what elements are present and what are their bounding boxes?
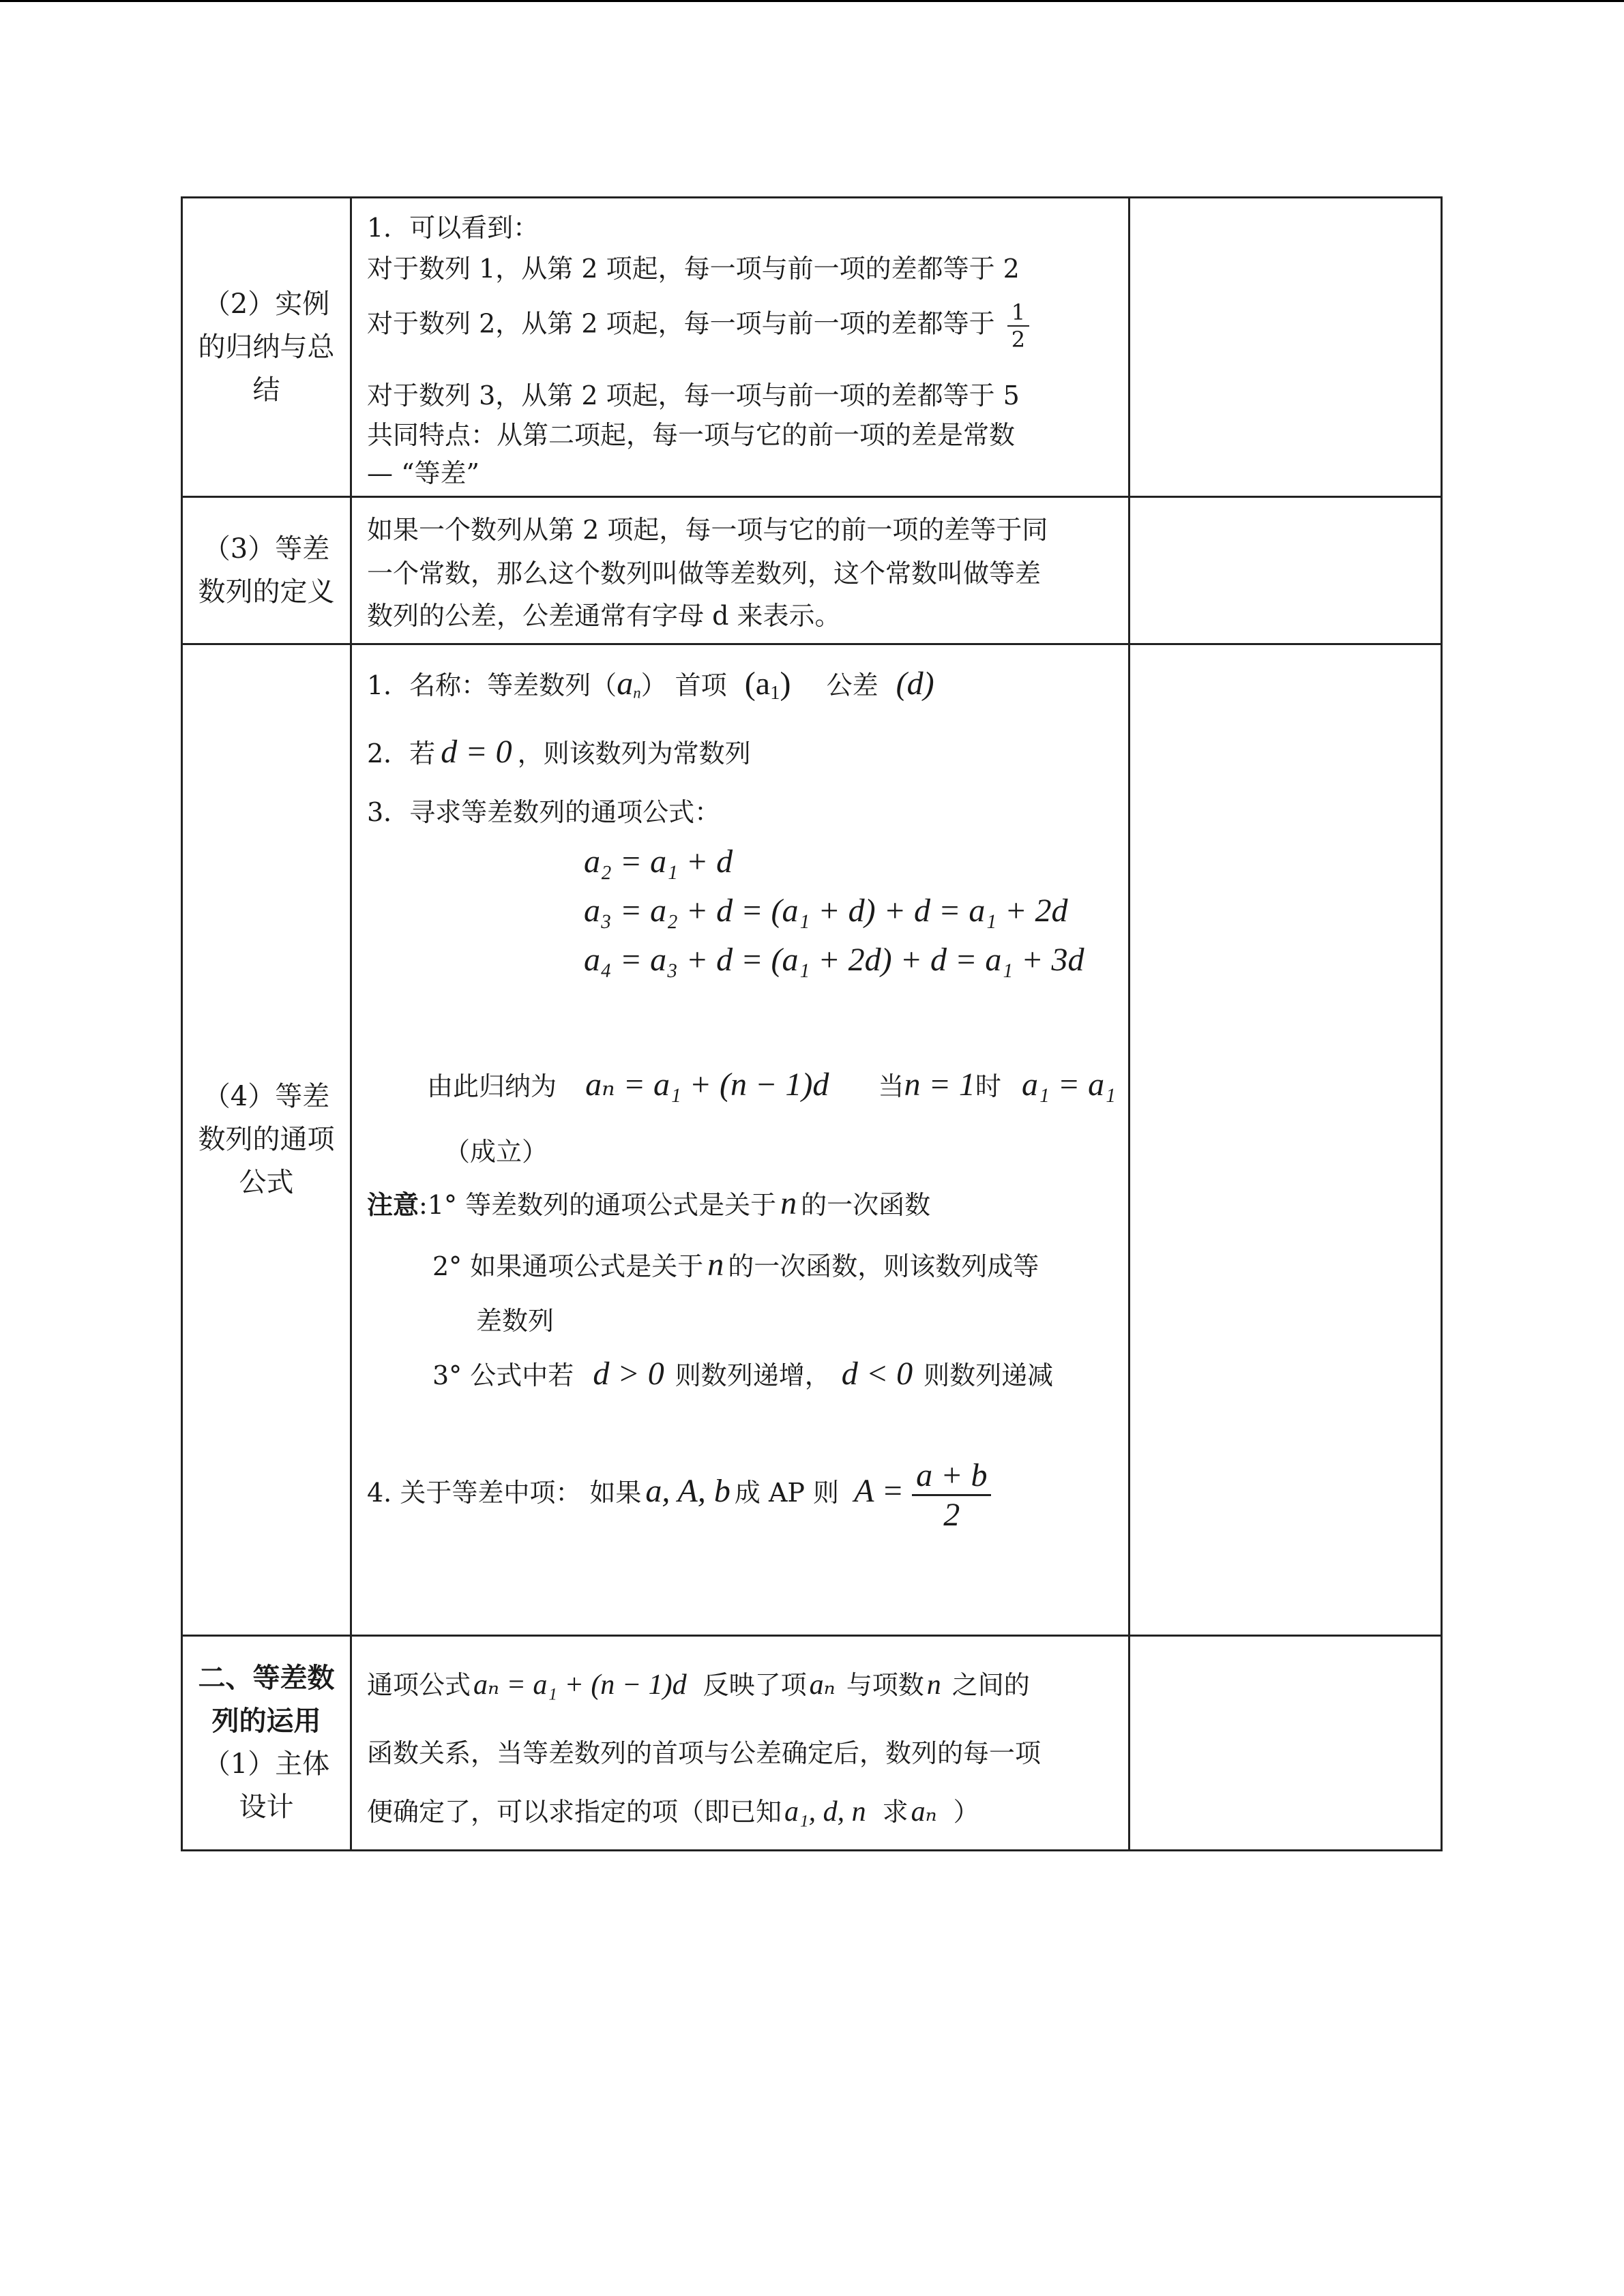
note-line [432, 1245, 1039, 1283]
text-line: 1．可以看到： [367, 213, 540, 243]
row-label-text: （4）等差数列的通项公式 [198, 1081, 335, 1198]
math-var: aₙ [911, 1796, 937, 1828]
text-line: 差数列 [476, 1306, 555, 1336]
text-span: 由此归纳为 [427, 1071, 557, 1101]
text-span: 则数列递减 [924, 1360, 1054, 1390]
text-span: 便确定了，可以求指定的项（即已知 [367, 1797, 782, 1827]
text-span: 之间的 [951, 1670, 1030, 1700]
text-span: 当 [878, 1071, 904, 1101]
text-line [367, 732, 751, 771]
text-line: 3．寻求等差数列的通项公式： [367, 797, 721, 827]
math-var: n [707, 1247, 724, 1283]
text-span: 则数列递增， [675, 1360, 831, 1390]
math-expr: d = 0 [441, 734, 512, 770]
text-span: 与项数 [846, 1670, 924, 1700]
math-var: n [780, 1185, 797, 1221]
math-expr: ) [780, 666, 791, 702]
text-span: 3° 公式中若 [432, 1360, 574, 1390]
text-line: 函数关系，当等差数列的首项与公差确定后，数列的每一项 [367, 1738, 1042, 1768]
text-span: 求 [882, 1797, 909, 1827]
text-span: 的一次函数，则该数列成等 [728, 1251, 1039, 1281]
text-span: 1．名称：等差数列（ [367, 670, 617, 700]
table-row [182, 497, 1442, 644]
math-expr: a, A, b [645, 1473, 730, 1509]
row-label-text [183, 1657, 350, 1829]
text-span: 通项公式 [367, 1670, 471, 1700]
text-line: — “等差” [367, 458, 479, 488]
fraction-numerator: 1 [1007, 299, 1029, 327]
row-content [351, 1636, 1130, 1851]
text-line [367, 299, 1029, 353]
math-var: a [617, 666, 634, 702]
text-span: 公差 [826, 670, 879, 700]
text-line: 如果一个数列从第 2 项起，每一项与它的前一项的差等于同 [367, 515, 1048, 545]
math-sub: 1 [770, 682, 780, 704]
math-sub: n [633, 684, 641, 702]
notes-cell [1130, 1636, 1442, 1851]
math-expr: A = [854, 1473, 904, 1509]
text-span: 时 [975, 1071, 1001, 1101]
text-span: 反映了项 [703, 1670, 807, 1700]
fraction-numerator: a + b [912, 1457, 991, 1496]
row-label [182, 644, 351, 1636]
section-heading: 二、等差数列的运用 [198, 1663, 335, 1737]
text-span: 的一次函数 [801, 1190, 931, 1220]
lesson-plan-table [181, 196, 1443, 1851]
text-span: ） 首项 [640, 670, 727, 700]
row-content [351, 644, 1130, 1636]
first-term [745, 666, 791, 702]
math-var: n [926, 1669, 941, 1701]
middle-term-line [367, 1457, 991, 1534]
text-span: :1° 等差数列的通项公式是关于 [419, 1190, 777, 1220]
text-span: 对于数列 2，从第 2 项起，每一项与前一项的差都等于 [367, 308, 995, 339]
row-label [182, 198, 351, 497]
math-expr: d < 0 [841, 1356, 913, 1392]
math-expr: (a [744, 666, 771, 702]
text-line: （成立） [444, 1137, 548, 1167]
row-content [351, 198, 1130, 497]
text-line: 一个常数，那么这个数列叫做等差数列，这个常数叫做等差 [367, 558, 1042, 588]
row-label [182, 497, 351, 644]
text-span: 成 AP 则 [734, 1478, 840, 1508]
text-line: 对于数列 3，从第 2 项起，每一项与前一项的差都等于 5 [367, 381, 1020, 411]
math-expr: d > 0 [593, 1356, 664, 1392]
text-line: 对于数列 1，从第 2 项起，每一项与前一项的差都等于 2 [367, 254, 1020, 284]
induction-line [427, 1065, 1116, 1103]
math-expr: (d) [896, 666, 934, 702]
math-expr: a₁ = a₁ [1022, 1067, 1116, 1103]
note-label: 注意 [367, 1190, 419, 1220]
notes-cell [1130, 198, 1442, 497]
text-line: 共同特点：从第二项起，每一项与它的前一项的差是常数 [367, 420, 1016, 450]
text-span: 2° 如果通项公式是关于 [432, 1251, 704, 1281]
equation: a₂ = a₁ + d [584, 844, 733, 880]
math-expr: aₙ = a₁ + (n − 1)d [473, 1669, 687, 1701]
row-content [351, 497, 1130, 644]
equation: a₃ = a₂ + d = (a₁ + d) + d = a₁ + 2d [584, 893, 1068, 929]
text-span: （1）主体设计 [203, 1748, 330, 1823]
fraction-a-plus-b-over-2 [912, 1457, 991, 1534]
math-expr: a₁, d, n [784, 1796, 866, 1828]
row-label-text: （2）实例的归纳与总结 [198, 288, 335, 406]
note-line [367, 1184, 930, 1222]
text-span: ） [953, 1797, 979, 1827]
fraction-denominator: 2 [943, 1497, 960, 1533]
notes-cell [1130, 497, 1442, 644]
math-expr: aₙ = a₁ + (n − 1)d [585, 1067, 829, 1103]
table-row [182, 198, 1442, 497]
text-span: 2．若 [367, 739, 436, 769]
math-expr: n = 1 [904, 1067, 975, 1103]
row-label [182, 1636, 351, 1851]
fraction-denominator: 2 [1011, 327, 1026, 353]
math-var: aₙ [809, 1669, 836, 1701]
table-row [182, 1636, 1442, 1851]
notes-cell [1130, 644, 1442, 1636]
row-label-text: （3）等差数列的定义 [198, 533, 335, 608]
text-line [367, 1664, 1030, 1701]
text-span: ，则该数列为常数列 [517, 739, 751, 769]
text-line: 数列的公差，公差通常有字母 d 来表示。 [367, 601, 841, 631]
page-top-border [0, 0, 1624, 2]
table-row [182, 644, 1442, 1636]
text-span: 4. 关于等差中项： 如果 [367, 1478, 642, 1508]
text-line [367, 1791, 979, 1828]
equation: a₄ = a₃ + d = (a₁ + 2d) + d = a₁ + 3d [584, 942, 1084, 978]
note-line [432, 1354, 1053, 1392]
fraction-one-half [1007, 299, 1029, 353]
name-line [367, 664, 934, 704]
